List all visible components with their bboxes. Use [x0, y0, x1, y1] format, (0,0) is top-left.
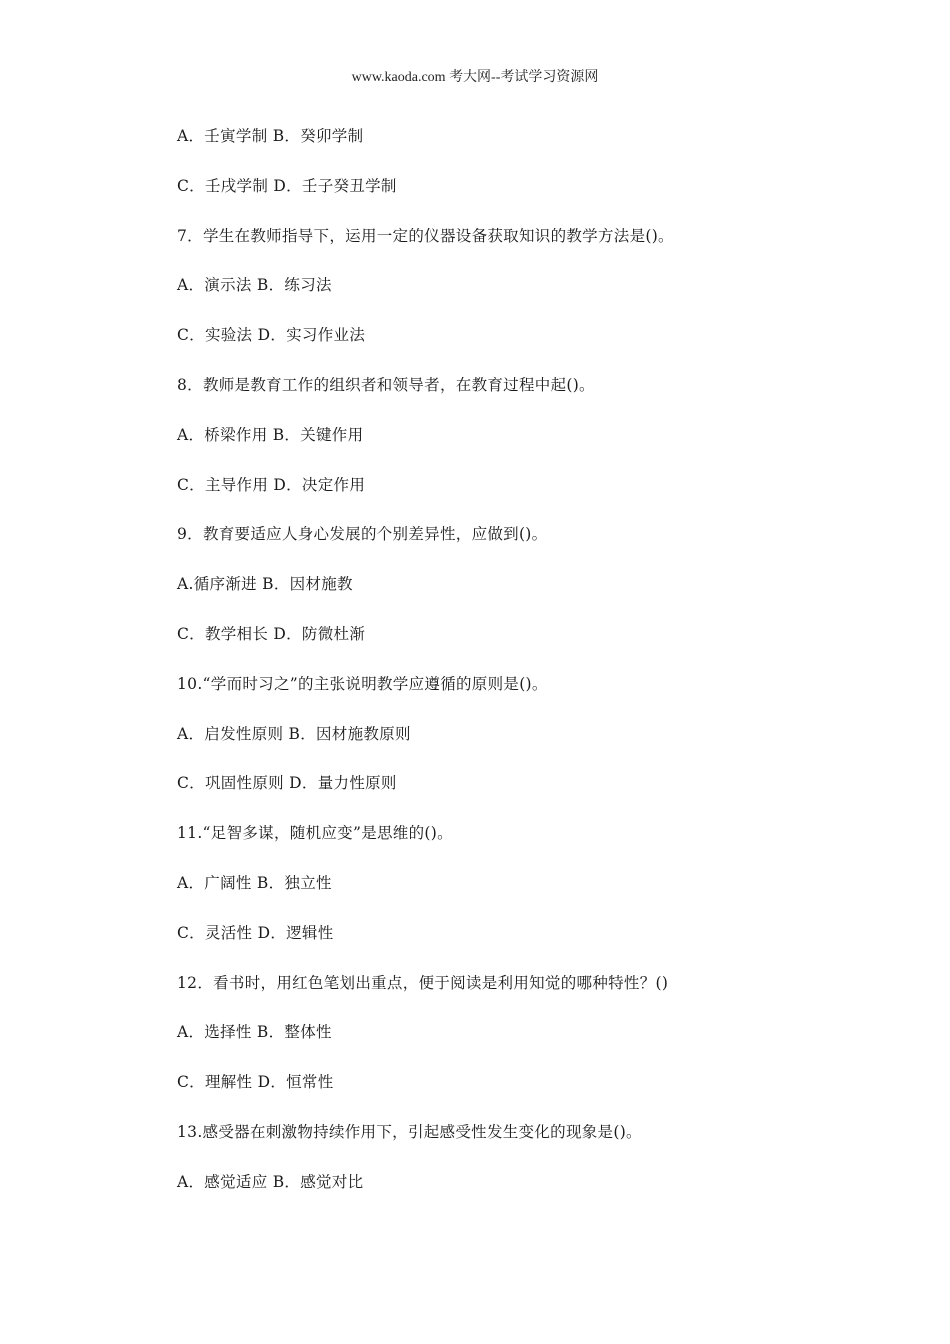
option-line: A．壬寅学制 B．癸卯学制 — [177, 127, 364, 145]
option-line: A.循序渐进 B．因材施教 — [177, 575, 353, 594]
option-line: A．感觉适应 B．感觉对比 — [177, 1172, 364, 1191]
option-line: C．理解性 D．恒常性 — [177, 1073, 334, 1092]
question-line: 10.“学而时习之”的主张说明教学应遵循的原则是()。 — [177, 674, 548, 693]
option-line: A．选择性 B．整体性 — [177, 1023, 332, 1042]
question-line: 7．学生在教师指导下，运用一定的仪器设备获取知识的教学方法是()。 — [177, 226, 674, 245]
option-line: C．灵活性 D．逻辑性 — [177, 923, 334, 942]
option-line: C．实验法 D．实习作业法 — [177, 326, 366, 345]
option-line: A．启发性原则 B．因材施教原则 — [177, 724, 411, 743]
option-line: C．教学相长 D．防微杜渐 — [177, 624, 366, 643]
question-line: 11.“足智多谋，随机应变”是思维的()。 — [177, 824, 453, 843]
question-line: 13.感受器在刺激物持续作用下，引起感受性发生变化的现象是()。 — [177, 1122, 642, 1141]
page-header: www.kaoda.com 考大网--考试学习资源网 — [351, 70, 599, 85]
question-line: 12．看书时，用红色笔划出重点，便于阅读是利用知觉的哪种特性？() — [177, 973, 669, 992]
option-line: A．桥梁作用 B．关键作用 — [177, 425, 364, 444]
question-line: 8．教师是教育工作的组织者和领导者，在教育过程中起()。 — [177, 375, 595, 394]
question-line: 9．教育要适应人身心发展的个别差异性，应做到()。 — [177, 525, 548, 544]
question-list — [177, 124, 674, 1220]
option-line: C．壬戌学制 D．壬子癸丑学制 — [177, 176, 397, 195]
option-line: A．广阔性 B．独立性 — [177, 873, 332, 892]
option-line: C．巩固性原则 D．量力性原则 — [177, 774, 397, 793]
option-line: C．主导作用 D．决定作用 — [177, 475, 366, 494]
option-line: A．演示法 B．练习法 — [177, 276, 332, 295]
